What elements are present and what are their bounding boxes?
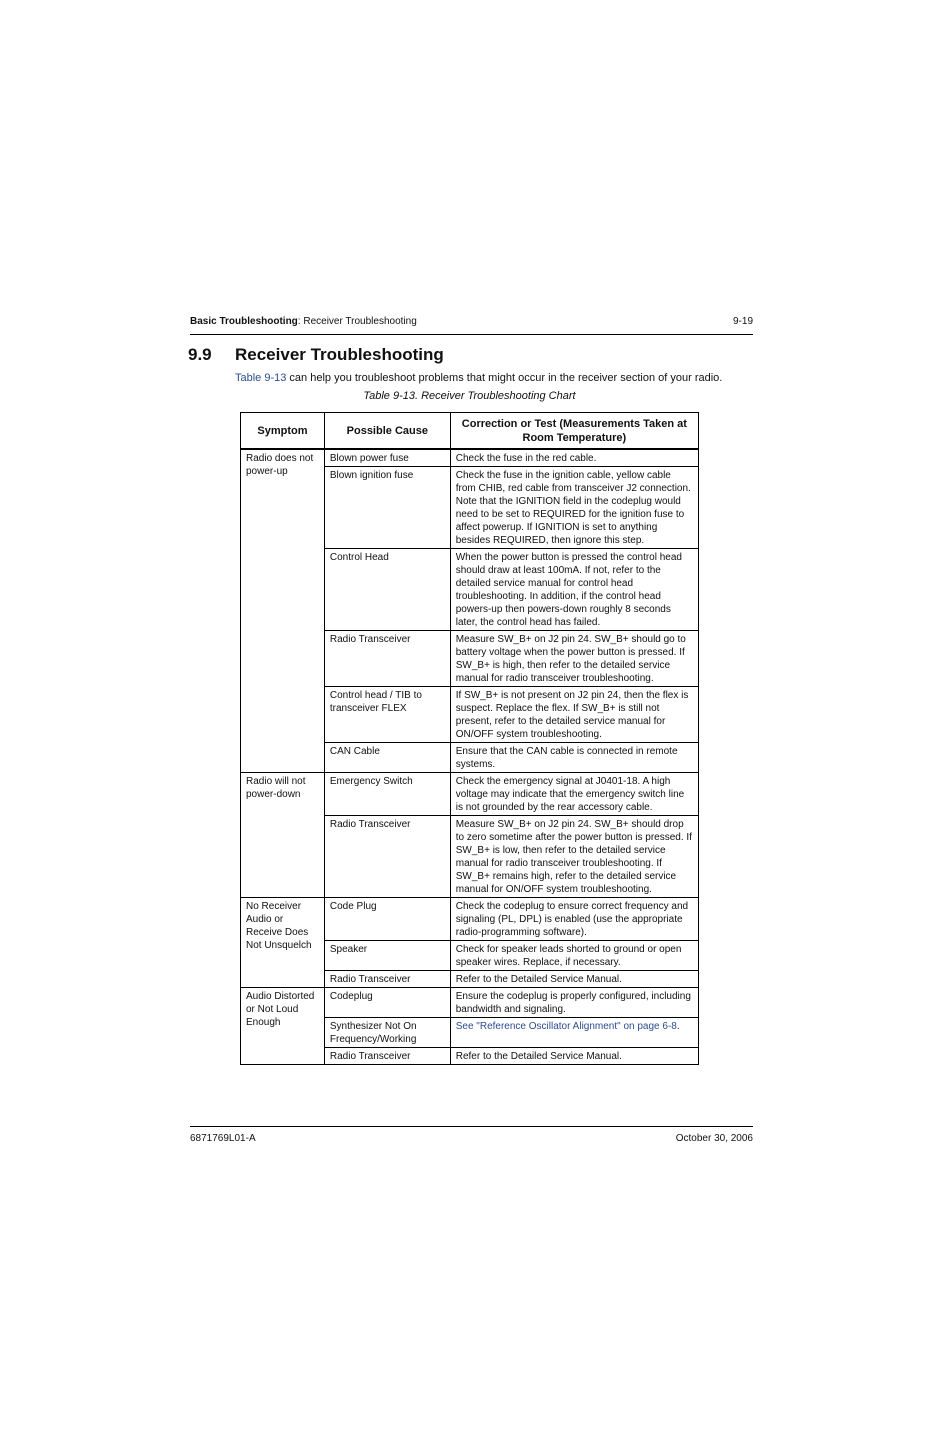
intro-paragraph — [235, 372, 722, 384]
cause-cell: Blown power fuse — [324, 449, 450, 467]
symptom-cell: Radio will not power-down — [241, 773, 325, 898]
cause-cell: Code Plug — [324, 898, 450, 941]
correction-cell: Check the fuse in the red cable. — [450, 449, 698, 467]
cause-cell: Radio Transceiver — [324, 816, 450, 898]
correction-cell — [450, 1018, 698, 1048]
table-row — [241, 449, 699, 467]
header-possible-cause: Possible Cause — [324, 413, 450, 450]
symptom-cell: Audio Distorted or Not Loud Enough — [241, 988, 325, 1065]
correction-cell: Check the codeplug to ensure correct frequency and signaling (PL, DPL) is enabled (use the appropriate radio-programming software). — [450, 898, 698, 941]
correction-cell: Ensure the codeplug is properly configured, including bandwidth and signaling. — [450, 988, 698, 1018]
correction-cell: Refer to the Detailed Service Manual. — [450, 1048, 698, 1065]
doc-date: October 30, 2006 — [675, 1133, 753, 1144]
symptom-cell: No Receiver Audio or Receive Does Not Unsquelch — [241, 898, 325, 988]
header-correction: Correction or Test (Measurements Taken at Room Temperature) — [450, 413, 698, 450]
cause-cell: Emergency Switch — [324, 773, 450, 816]
table-header-row — [241, 413, 699, 450]
table-link[interactable]: Table 9-13 — [235, 372, 287, 384]
cause-cell: Control Head — [324, 549, 450, 631]
header-rule — [190, 334, 753, 335]
correction-cell: Refer to the Detailed Service Manual. — [450, 971, 698, 988]
header-symptom: Symptom — [241, 413, 325, 450]
correction-cell: Measure SW_B+ on J2 pin 24. SW_B+ should go to battery voltage when the power button is pressed. If SW_B+ is high, then refer to the detailed service manual for radio transceiver troubleshooting. — [450, 631, 698, 687]
table-row — [241, 773, 699, 816]
section-heading — [188, 345, 444, 365]
cause-cell: Radio Transceiver — [324, 1048, 450, 1065]
header-section-bold: Basic Troubleshooting — [190, 316, 298, 327]
page-number: 9-19 — [732, 316, 753, 327]
correction-cell: Ensure that the CAN cable is connected in remote systems. — [450, 743, 698, 773]
reference-link[interactable]: See "Reference Oscillator Alignment" on page 6-8 — [455, 1021, 677, 1032]
footer-rule — [190, 1126, 753, 1127]
correction-cell: If SW_B+ is not present on J2 pin 24, then the flex is suspect. Replace the flex. If SW_B+ is still not present, refer to the detailed service manual for ON/OFF system troubleshooting. — [450, 687, 698, 743]
correction-cell: Check the emergency signal at J0401-18. A high voltage may indicate that the emergency switch line is not grounded by the rear accessory cable. — [450, 773, 698, 816]
cause-cell: Radio Transceiver — [324, 971, 450, 988]
cause-cell: Synthesizer Not On Frequency/Working — [324, 1018, 450, 1048]
symptom-cell: Radio does not power-up — [241, 449, 325, 773]
correction-cell: When the power button is pressed the control head should draw at least 100mA. If not, refer to the detailed service manual for control head troubleshooting. In addition, if the control head powers-up then powers-down roughly 8 seconds later, the control head has failed. — [450, 549, 698, 631]
cause-cell: Blown ignition fuse — [324, 467, 450, 549]
section-number: 9.9 — [188, 345, 212, 364]
header-section-rest: : Receiver Troubleshooting — [297, 316, 417, 327]
correction-cell: Check the fuse in the ignition cable, yellow cable from CHIB, red cable from transceiver J2 connection. Note that the IGNITION field in the codeplug would need to be set to REQUIRED for the ignition fuse to affect powerup. If IGNITION is set to anything besides REQUIRED, then ignore this step. — [450, 467, 698, 549]
correction-cell: Measure SW_B+ on J2 pin 24. SW_B+ should drop to zero sometime after the power button is pressed. If SW_B+ is low, then refer to the detailed service manual for radio transceiver troubleshooting. If SW_B+ remains high, refer to the detailed service manual for ON/OFF system troubleshooting. — [450, 816, 698, 898]
troubleshooting-table — [240, 412, 699, 1065]
table-caption: Table 9-13. Receiver Troubleshooting Chart — [363, 390, 576, 402]
table-row — [241, 898, 699, 941]
cause-cell: Codeplug — [324, 988, 450, 1018]
cause-cell: Control head / TIB to transceiver FLEX — [324, 687, 450, 743]
section-title: Receiver Troubleshooting — [235, 345, 444, 364]
correction-tail: . — [676, 1021, 680, 1032]
cause-cell: Speaker — [324, 941, 450, 971]
doc-number: 6871769L01-A — [190, 1133, 256, 1144]
cause-cell: Radio Transceiver — [324, 631, 450, 687]
intro-text: can help you troubleshoot problems that might occur in the receiver section of your radio. — [286, 372, 723, 384]
table-row — [241, 988, 699, 1018]
header-section — [190, 316, 417, 327]
cause-cell: CAN Cable — [324, 743, 450, 773]
correction-cell: Check for speaker leads shorted to ground or open speaker wires. Replace, if necessary. — [450, 941, 698, 971]
